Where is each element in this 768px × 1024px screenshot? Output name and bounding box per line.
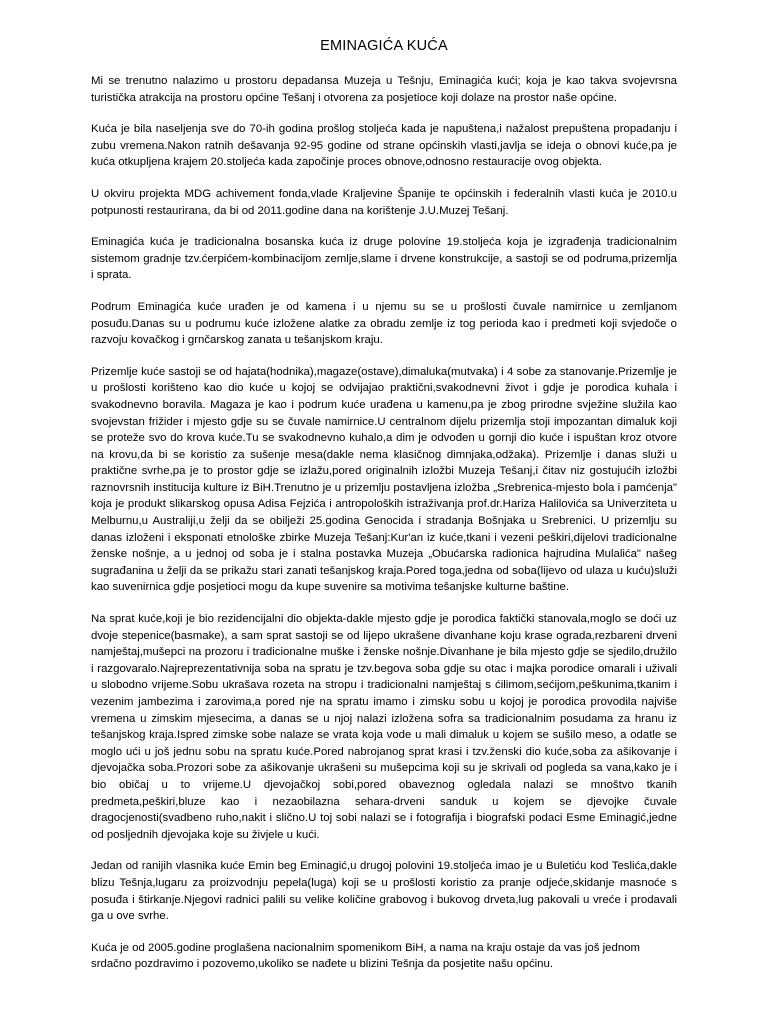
- paragraph-construction: Eminagića kuća je tradicionalna bosanska kuća iz druge polovine 19.stoljeća koja je izgrađenja tradicionalnim sistemom gradnje tzv.ćerpićem-kombinacijom zemlje,slame i drvene konstrukcije, a sastoji se od podruma,prizemlja i sprata.: [91, 236, 677, 282]
- paragraph-former-owner: Jedan od ranijih vlasnika kuće Emin beg Eminagić,u drugoj polovini 19.stoljeća imao je u Buletiću kod Teslića,dakle blizu Tešnja,lugaru za proizvodnju pepela(luga) koji se u prošlosti koristio za pranje odjeće,skidanje masnoće s posuđa i štirkanje.Njegovi radnici palili su velike količine grabovog i bukovog drveta,lug pakovali u vreće i prodavali ga u ove svrhe.: [91, 860, 677, 923]
- paragraph-intro: Mi se trenutno nalazimo u prostoru depadansa Muzeja u Tešnju, Eminagića kući; koja je kao takva svojevrsna turistička atrakcija na prostoru općine Tešanj i otvorena za posjetioce koji dolaze na prostor naše općine.: [91, 75, 677, 104]
- paragraph-basement: Podrum Eminagića kuće urađen je od kamena i u njemu su se u prošlosti čuvale namirnice u zemljanom posuđu.Danas su u podrumu kuće izložene alatke za obradu zemlje iz tog perioda kao i predmeti koji svjedoče o razvoju kovačkog i grnčarskog zanata u tešanjskom kraju.: [91, 300, 677, 347]
- paragraph-ground-floor: Prizemlje kuće sastoji se od hajata(hodnika),magaze(ostave),dimaluka(mutvaka) i 4 sobe za stanovanje.Prizemlje je u prošlosti korišteno kao dio kuće u kojoj se odvijajao praktični,svakodnevni život i gdje je porodica kuhala i svakodnevno boravila. Magaza je kao i podrum kuće urađena u kamenu,pa je zbog prirodne svježine služila kao svojevstan frižider i mjesto gdje su se čuvale namirnice.U centralnom dijelu prizemlja stoji impozantan dimaluk koji se proteže svo do krova kuće.Tu se svakodnevno kuhalo,a dim je odvođen u gornji dio kuće i ispuštan kroz otvore na krovu,da bi se koristio za sušenje mesa(dakle nema klasičnog dimnjaka,odžaka). Prizemlje i danas služi u praktične svrhe,pa je to prostor gdje se izlažu,pored originalnih izložbi Muzeja Tešanj,i čitav niz gostujućih izložbi raznovrsnih institucija kulture iz BiH.Trenutno je u prizemlju postavljena izložba „Srebrenica-mjesto bola i pamćenja" koja je produkt slikarskog opusa Adisa Fejzića i antropoloških istraživanja prof.dr.Hariza Halilovića sa Univerziteta u Melburnu,u Australiji,u želji da se obilježi 25.godina Genocida i stradanja Bošnjaka u Srebrenici. U prizemlju su danas izloženi i eksponati etnološke zbirke Muzeja Tešanj:Kur'an iz kuće,tkani i vezeni peškiri,dijelovi tradicionalne ženske nošnje, a u jednoj od soba je i stalna postavka Muzeja „Obućarska radionica hajrudina Mulalića" našeg sugrađanina u želji da se prikažu stari zanati tešanjskog kraja.Pored toga,jedna od soba(lijevo od ulaza u kuću)služi kao suvenirnica gdje posjetioci mogu da kupe suvenire sa motivima tešanjske kulturne baštine.: [91, 365, 677, 594]
- paragraph-restoration: U okviru projekta MDG achivement fonda,vlade Kraljevine Španije te općinskih i federalnih vlasti kuća je 2010.u potpunosti restaurirana, da bi od 2011.godine dana na korištenje J.U.Muzej Tešanj.: [91, 187, 677, 217]
- document-title: EMINAGIĆA KUĆA: [320, 38, 448, 54]
- paragraph-closing: Kuća je od 2005.godine proglašena nacionalnim spomenikom BiH, a nama na kraju ostaje da vas još jednom srdačno pozdravimo i pozovemo,ukoliko se nađete u blizini Tešnja da posjetite našu općinu.: [91, 941, 640, 971]
- paragraph-history: Kuća je bila naseljenja sve do 70-ih godina prošlog stoljeća kada je napuštena,i nažalost prepuštena propadanju i zubu vremena.Nakon ratnih dešavanja 92-95 godine od strane općinskih vlasti,javlja se ideja o obnovi kuće,pa je kuća otkupljena krajem 20.stoljeća kada započinje proces obnove,odnosno restauracije ovog objekta.: [91, 123, 677, 169]
- document-page: [91, 36, 677, 988]
- paragraph-upper-floor: Na sprat kuće,koji je bio rezidencijalni dio objekta-dakle mjesto gdje je porodica faktički stanovala,moglo se doći uz dvoje stepenice(basmake), a sam sprat sastoji se od lijepo ukrašene divanhane koju krase ograda,rezbareni drveni namještaj,mušepci na prozoru i tradicionalne muške i ženske nošnje.Divanhane je bila mjesto gdje se sjedilo,družilo i razgovaralo.Najreprezentativnija soba na spratu je tzv.begova soba gdje su otac i majka porodice omarali i uživali u slobodno vrijeme.Sobu ukrašava rozeta na stropu i tradicionalni namještaj s ćilimom,sećijom,peškunima,tkanim i vezenim jambezima i zarovima,a pored nje na spratu imamo i zimsku sobu u kojoj je porodica provodila najviše vremena u zimskim mjesecima, a danas se u njoj nalazi izložena sofra sa tradicionalnim posudama za hranu iz tešanjskog kraja.Ispred zimske sobe nalaze se vrata koja vode u mali dimaluk u kojem se sušilo meso, a odatle se moglo ući u još jednu sobu na spratu kuće.Pored nabrojanog sprat krasi i tzv.ženski dio kuće,soba za ašikovanje i djevojačka soba.Prozori sobe za ašikovanje ukrašeni su mušepcima koji su je skrivali od pogleda sa vana,kako je i bio običaj u to vrijeme.U djevojačkoj sobi,pored obaveznog ogledala nalazi se mnoštvo tkanih predmeta,peškiri,bluze kao i nezaobilazna sehara-drveni sanduk u kojem se djevojke čuvale dragocjenosti(svadbeno ruho,nakit i slično.U toj sobi nalazi se i fotografija i biografski podaci Esme Eminagić,jedne od posljednih djevojaka koje su živjele u kući.: [91, 613, 677, 841]
